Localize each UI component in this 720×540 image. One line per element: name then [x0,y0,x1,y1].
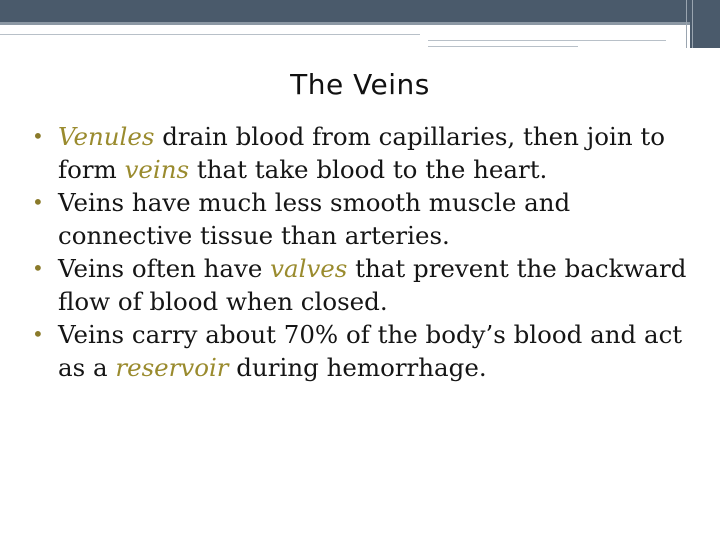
bullet-text: Veins carry about 70% of the body’s blood and act as a [58,320,683,382]
term-veins: veins [124,155,190,184]
bullet-text: that take blood to the heart. [189,155,548,184]
bullet-item [32,120,692,186]
bullet-text: that prevent the backward flow of blood when closed. [58,254,687,316]
bullet-icon: • [32,124,44,148]
header-corner-block [690,0,720,48]
header-divider-line [686,0,687,48]
bullet-icon: • [32,190,44,214]
bullet-item [32,186,692,252]
bullet-list [32,120,692,384]
term-reservoir: reservoir [115,353,229,382]
bullet-item [32,318,692,384]
header-rule [0,34,420,35]
bullet-text: drain blood from capillaries, then join to form [58,122,666,184]
bullet-text: Veins often have [58,254,271,283]
bullet-icon: • [32,256,44,280]
bullet-text: Veins have much less smooth muscle and connective tissue than arteries. [58,188,571,250]
header-band [0,0,720,22]
header-rule [428,46,578,47]
term-valves: valves [270,254,348,283]
bullet-icon: • [32,322,44,346]
bullet-text: during hemorrhage. [228,353,487,382]
header-band-shade [0,22,720,25]
header-divider-line [692,0,693,48]
term-venules: Venules [58,122,155,151]
slide-title: The Veins [290,68,430,101]
header-rule [428,40,666,41]
bullet-item [32,252,692,318]
